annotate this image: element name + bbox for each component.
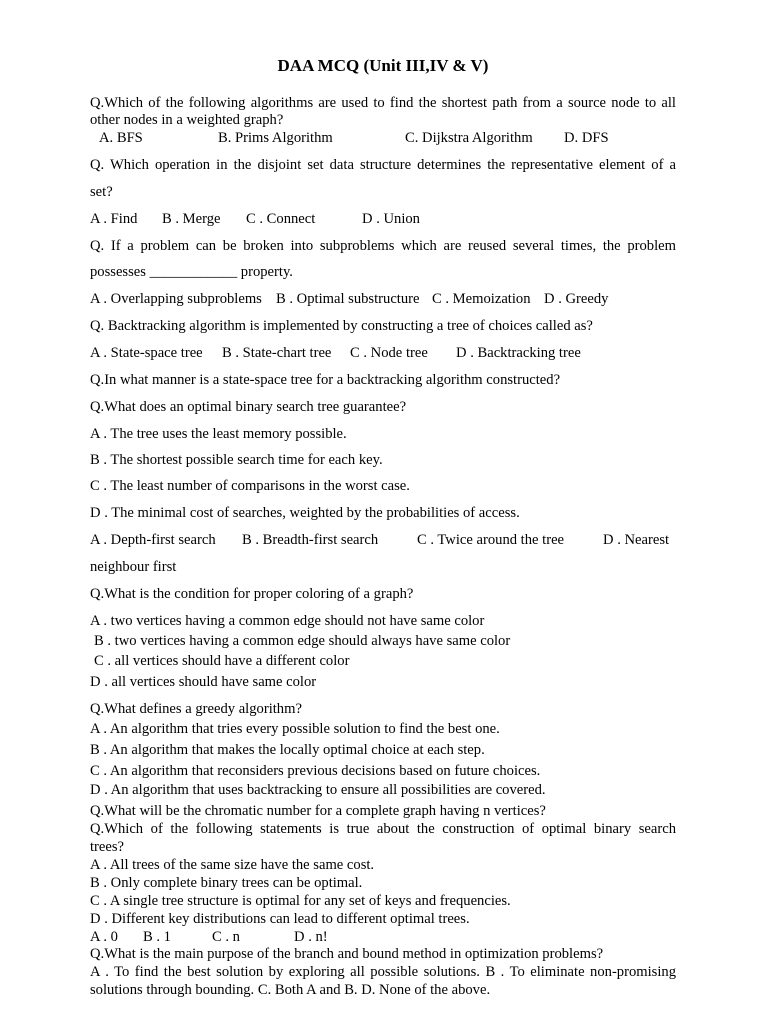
question-2-option-b: B . Merge: [162, 211, 221, 227]
question-8-option-c: C . An algorithm that reconsiders previous decisions based on future choices.: [90, 763, 541, 779]
question-7-option-d: D . all vertices should have same color: [90, 674, 317, 690]
question-1-text: Q.Which of the following algorithms are used to find the shortest path from a source node to all: [90, 95, 676, 111]
question-2-option-a: A . Find: [90, 211, 138, 227]
question-8-option-a: A . An algorithm that tries every possible solution to find the best one.: [90, 721, 500, 737]
question-2-option-c: C . Connect: [246, 211, 316, 227]
question-4-text: Q. Backtracking algorithm is implemented by constructing a tree of choices called as?: [90, 318, 593, 334]
question-1-option-c: C. Dijkstra Algorithm: [405, 130, 533, 146]
question-6-text: Q.What does an optimal binary search tree guarantee?: [90, 399, 407, 415]
question-9-option-a: A . 0: [90, 929, 118, 945]
question-2-text-cont: set?: [90, 184, 113, 200]
question-8-text: Q.What defines a greedy algorithm?: [90, 701, 302, 717]
question-4-option-a: A . State-space tree: [90, 345, 203, 361]
question-5-option-b: B . Breadth-first search: [242, 532, 379, 548]
question-8-option-b: B . An algorithm that makes the locally optimal choice at each step.: [90, 742, 485, 758]
question-6-option-c: C . The least number of comparisons in the worst case.: [90, 478, 410, 494]
question-9-option-c: C . n: [212, 929, 240, 945]
page-title: DAA MCQ (Unit III,IV & V): [277, 56, 489, 75]
question-3-option-b: B . Optimal substructure: [276, 291, 420, 307]
question-3-text: Q. If a problem can be broken into subproblems which are reused several times, the problem: [90, 238, 676, 254]
question-10-option-b: B . Only complete binary trees can be optimal.: [90, 875, 363, 891]
question-1-text-cont: other nodes in a weighted graph?: [90, 112, 284, 128]
question-5-text: Q.In what manner is a state-space tree for a backtracking algorithm constructed?: [90, 372, 561, 388]
question-7-option-c: C . all vertices should have a different color: [94, 653, 350, 669]
question-3-option-c: C . Memoization: [432, 291, 531, 307]
question-6-option-d: D . The minimal cost of searches, weighted by the probabilities of access.: [90, 505, 520, 521]
question-1-option-b: B. Prims Algorithm: [218, 130, 333, 146]
question-6-option-b: B . The shortest possible search time for each key.: [90, 452, 383, 468]
question-1-option-d: D. DFS: [564, 130, 609, 146]
question-4-option-d: D . Backtracking tree: [456, 345, 581, 361]
question-4-option-b: B . State-chart tree: [222, 345, 332, 361]
question-5-option-c: C . Twice around the tree: [417, 532, 565, 548]
question-10-text-cont: trees?: [90, 839, 125, 855]
question-8-option-d: D . An algorithm that uses backtracking to ensure all possibilities are covered.: [90, 782, 546, 798]
question-10-option-d: D . Different key distributions can lead to different optimal trees.: [90, 911, 470, 927]
question-10-text: Q.Which of the following statements is true about the construction of optimal binary search: [90, 821, 676, 837]
question-3-option-d: D . Greedy: [544, 291, 609, 307]
question-5-option-d-cont: neighbour first: [90, 559, 177, 575]
question-7-option-b: B . two vertices having a common edge should always have same color: [94, 633, 511, 649]
question-4-option-c: C . Node tree: [350, 345, 428, 361]
question-5-option-d: D . Nearest: [603, 532, 670, 548]
question-5-option-a: A . Depth-first search: [90, 532, 216, 548]
question-9-text: Q.What will be the chromatic number for a complete graph having n vertices?: [90, 803, 546, 819]
question-7-option-a: A . two vertices having a common edge should not have same color: [90, 613, 485, 629]
question-3-option-a: A . Overlapping subproblems: [90, 291, 262, 307]
question-6-option-a: A . The tree uses the least memory possible.: [90, 426, 347, 442]
question-11-text: Q.What is the main purpose of the branch and bound method in optimization problems?: [90, 946, 604, 962]
question-7-text: Q.What is the condition for proper coloring of a graph?: [90, 586, 414, 602]
question-2-option-d: D . Union: [362, 211, 420, 227]
question-9-option-d: D . n!: [294, 929, 328, 945]
question-9-option-b: B . 1: [143, 929, 171, 945]
question-11-options-line-1: A . To find the best solution by exploring all possible solutions. B . To eliminate non-promising: [90, 964, 676, 980]
question-3-text-cont: possesses ____________ property.: [90, 264, 293, 280]
question-10-option-c: C . A single tree structure is optimal for any set of keys and frequencies.: [90, 893, 511, 909]
question-11-options-line-2: solutions through bounding. C. Both A and B. D. None of the above.: [90, 982, 491, 998]
question-1-option-a: A. BFS: [99, 130, 143, 146]
question-2-text: Q. Which operation in the disjoint set data structure determines the representative element of a: [90, 157, 676, 173]
question-10-option-a: A . All trees of the same size have the same cost.: [90, 857, 375, 873]
